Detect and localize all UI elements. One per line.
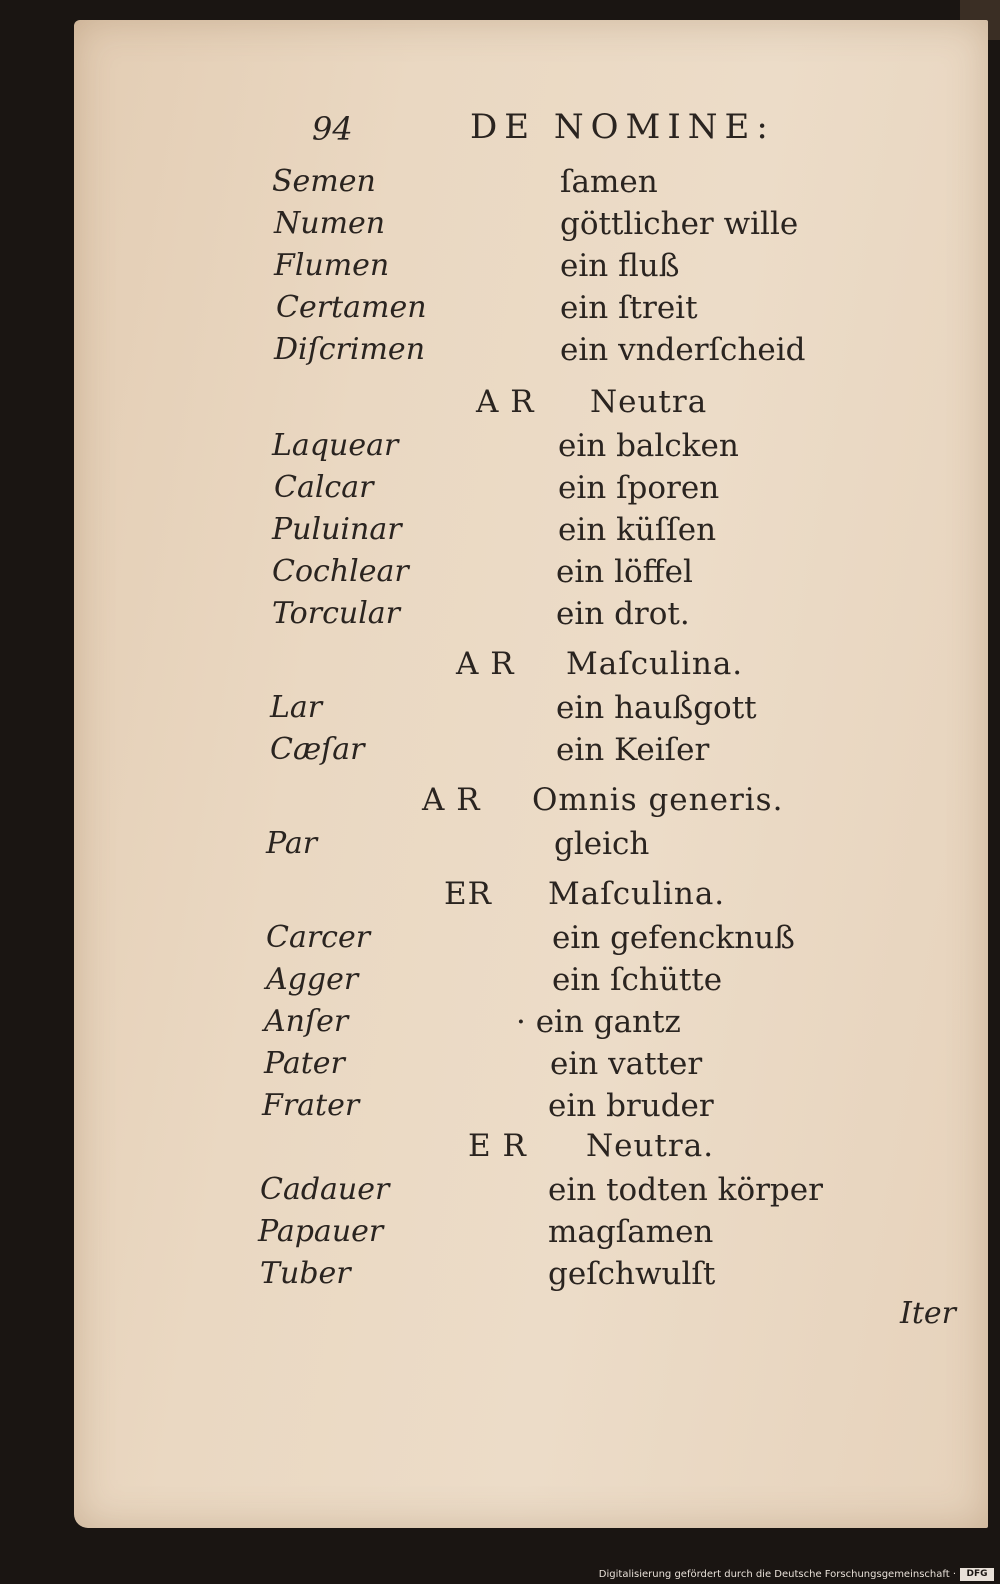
latin-word: Diſcrimen bbox=[274, 332, 426, 367]
german-gloss: · ein gantz bbox=[516, 1004, 681, 1040]
german-gloss: ein löffel bbox=[556, 554, 693, 590]
section-heading-gender: Omnis generis. bbox=[532, 782, 784, 818]
german-gloss: ein ſporen bbox=[558, 470, 720, 506]
latin-word: Pater bbox=[264, 1046, 345, 1081]
german-gloss: ein ſtreit bbox=[560, 290, 698, 326]
german-gloss: ein balcken bbox=[558, 428, 739, 464]
catchword: Iter bbox=[900, 1296, 957, 1331]
section-heading-ending: E R bbox=[468, 1128, 527, 1164]
section-heading-ending: A R bbox=[476, 384, 535, 420]
latin-word: Frater bbox=[262, 1088, 360, 1123]
latin-word: Torcular bbox=[272, 596, 401, 631]
latin-word: Cadauer bbox=[260, 1172, 390, 1207]
running-title: DE NOMINE: bbox=[470, 107, 775, 147]
german-gloss: ein küſſen bbox=[558, 512, 717, 548]
latin-word: Lar bbox=[270, 690, 323, 725]
german-gloss: geſchwulſt bbox=[548, 1256, 716, 1292]
section-heading-gender: Neutra. bbox=[586, 1128, 715, 1164]
latin-word: Laquear bbox=[272, 428, 399, 463]
german-gloss: ein drot. bbox=[556, 596, 690, 632]
section-heading-ending: A R bbox=[456, 646, 515, 682]
german-gloss: ein Keiſer bbox=[556, 732, 710, 768]
section-heading-gender: Maſculina. bbox=[548, 876, 726, 912]
book-page bbox=[74, 20, 988, 1528]
german-gloss: ein ſchütte bbox=[552, 962, 723, 998]
digitization-credit: Digitalisierung gefördert durch die Deutsche Forschungsgemeinschaft · bbox=[598, 1569, 956, 1580]
latin-word: Par bbox=[266, 826, 318, 861]
german-gloss: ein haußgott bbox=[556, 690, 757, 726]
german-gloss: ein fluß bbox=[560, 248, 680, 284]
latin-word: Cochlear bbox=[272, 554, 409, 589]
german-gloss: gleich bbox=[554, 826, 650, 862]
latin-word: Certamen bbox=[276, 290, 427, 325]
latin-word: Tuber bbox=[260, 1256, 351, 1291]
page-number: 94 bbox=[312, 110, 353, 148]
german-gloss: ſamen bbox=[560, 164, 658, 200]
latin-word: Numen bbox=[274, 206, 386, 241]
german-gloss: ein vnderſcheid bbox=[560, 332, 806, 368]
german-gloss: göttlicher wille bbox=[560, 206, 799, 242]
latin-word: Agger bbox=[266, 962, 359, 997]
section-heading-gender: Maſculina. bbox=[566, 646, 744, 682]
german-gloss: ein vatter bbox=[550, 1046, 703, 1082]
dfg-logo: DFG bbox=[960, 1568, 994, 1581]
german-gloss: ein bruder bbox=[548, 1088, 714, 1124]
latin-word: Flumen bbox=[274, 248, 390, 283]
section-heading-ending: A R bbox=[422, 782, 481, 818]
latin-word: Semen bbox=[272, 164, 376, 199]
latin-word: Puluinar bbox=[272, 512, 402, 547]
section-heading-gender: Neutra bbox=[590, 384, 708, 420]
german-gloss: magſamen bbox=[548, 1214, 714, 1250]
latin-word: Anſer bbox=[264, 1004, 349, 1039]
german-gloss: ein gefencknuß bbox=[552, 920, 795, 956]
german-gloss: ein todten körper bbox=[548, 1172, 823, 1208]
latin-word: Cæſar bbox=[270, 732, 365, 767]
section-heading-ending: ER bbox=[444, 876, 492, 912]
latin-word: Papauer bbox=[258, 1214, 384, 1249]
latin-word: Calcar bbox=[274, 470, 374, 505]
latin-word: Carcer bbox=[266, 920, 371, 955]
